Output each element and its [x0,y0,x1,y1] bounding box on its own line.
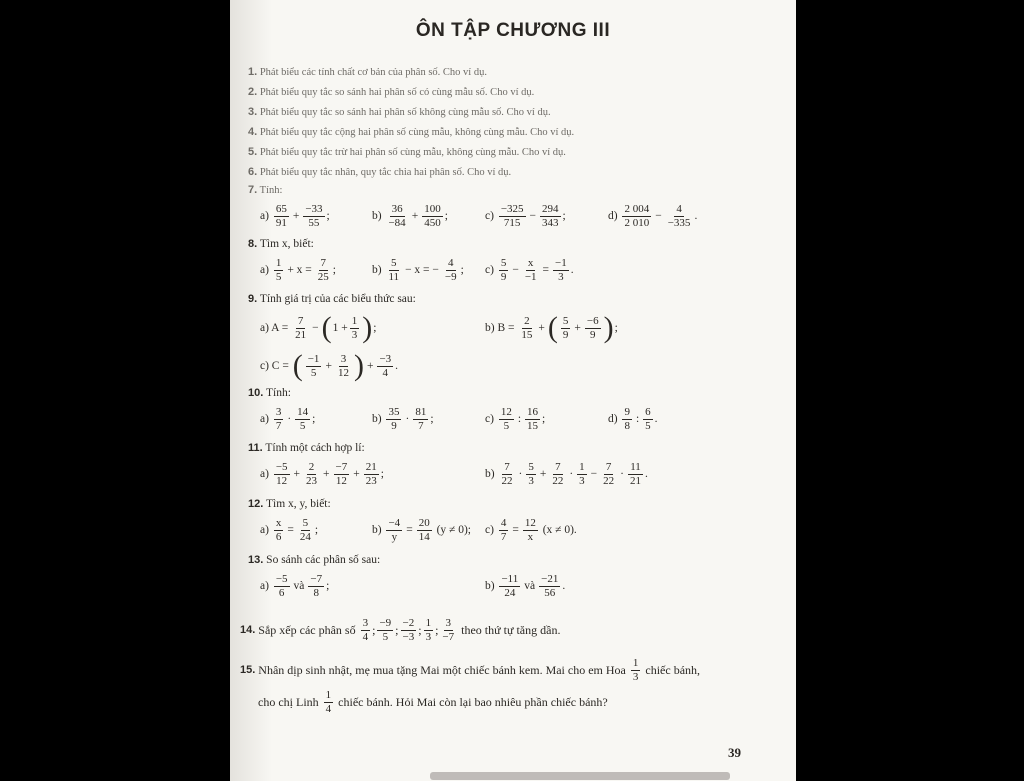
question-1: 1. Phát biểu các tính chất cơ bản của phân số. Cho ví dụ. [248,66,487,78]
q12-b: b) $\frac{-4}{y}$ = $\frac{20}{14}$ (y ≠ 0); [372,516,471,543]
q10-c: c) $\frac{12}{5}$ : $\frac{16}{15}$ ; [485,405,546,432]
question-7: 7. Tính: [248,184,283,196]
q9-c-row [260,346,790,386]
question-11: 11. Tính một cách hợp lí: [248,442,365,454]
q12-c: c) $\frac{4}{7}$ = $\frac{12}{x}$ (x ≠ 0). [485,516,577,543]
q11-a: a) $\frac{-5}{12}$ + $\frac{2}{23}$ + $\frac{-7}{12}$ + $\frac{21}{23}$ ; [260,460,384,487]
q9-ab [260,308,790,348]
page-title: ÔN TẬP CHƯƠNG III [415,20,611,41]
question-10: 10. Tính: [248,387,291,399]
question-9: 9. Tính giá trị của các biểu thức sau: [248,293,416,305]
q8-a: a) $\frac{1}{5}$ + x = $\frac{7}{25}$ ; [260,256,336,283]
q12-a: a) $\frac{x}{6}$ = $\frac{5}{24}$ ; [260,516,319,543]
q11-items [260,456,790,492]
q10-items [260,401,790,437]
q9-b: b) B = $\frac{2}{15}$ + ( $\frac{5}{9}$ + $\frac{-6}{9}$ ) ; [485,311,618,344]
q7-b: b) $\frac{36}{-84}$ + $\frac{100}{450}$ ; [372,202,448,229]
q13-items [260,568,790,604]
q13-b: b) $\frac{-11}{24}$ và $\frac{-21}{56}$ . [485,572,566,599]
q7-d: d) $\frac{2 004}{2 010}$ − $\frac{4}{-335}$ . [608,202,698,229]
page-bottom-edge [430,772,730,780]
page-number: 39 [728,745,741,760]
q10-a: a) $\frac{3}{7}$ · $\frac{14}{5}$ ; [260,405,316,432]
question-5: 5. Phát biểu quy tắc trừ hai phân số cùng mẫu, không cùng mẫu. Cho ví dụ. [248,146,566,158]
q7-a: a) $\frac{65}{91}$ + $\frac{-33}{55}$ ; [260,202,330,229]
q9-a: a) A = $\frac{7}{21}$ − ( 1 + $\frac{1}{3}$ ) ; [260,311,377,344]
q10-d: d) $\frac{9}{8}$ : $\frac{6}{5}$ . [608,405,658,432]
q11-b: b) $\frac{7}{22}$ · $\frac{5}{3}$ + $\frac{7}{22}$ · $\frac{1}{3}$ − $\frac{7}{22}$ · $\frac{11}{21}$ . [485,460,648,487]
question-3: 3. Phát biểu quy tắc so sánh hai phân số không cùng mẫu số. Cho ví dụ. [248,106,551,118]
question-8: 8. Tìm x, biết: [248,238,314,250]
question-12: 12. Tìm x, y, biết: [248,498,331,510]
q8-items [260,252,790,288]
question-15-line2: cho chị Linh $\frac{1}{4}$ chiếc bánh. Hỏi Mai còn lại bao nhiêu phần chiếc bánh? [258,688,608,715]
question-15-line1: 15. Nhân dịp sinh nhật, mẹ mua tặng Mai một chiếc bánh kem. Mai cho em Hoa $\frac{1}{3}$ chiếc bánh, [240,656,701,683]
q8-c: c) $\frac{5}{9}$ − $\frac{x}{-1}$ = $\frac{-1}{3}$ . [485,256,574,283]
q9-c: c) C = ( $\frac{-1}{5}$ + $\frac{3}{12}$ ) + $\frac{-3}{4}$ . [260,349,399,382]
q13-a: a) $\frac{-5}{6}$ và $\frac{-7}{8}$ ; [260,572,330,599]
question-14: 14. Sắp xếp các phân số $\frac{3}{4}$ ; $\frac{-9}{5}$ ; $\frac{-2}{-3}$ ; $\frac{1}{3}$ ; $\frac{3}{-7}$ theo thứ tự tăng dần. [240,616,561,643]
q8-b: b) $\frac{5}{11}$ − x = − $\frac{4}{-9}$ ; [372,256,464,283]
question-6: 6. Phát biểu quy tắc nhân, quy tắc chia hai phân số. Cho ví dụ. [248,166,512,178]
q12-items [260,512,790,548]
textbook-page [230,0,796,781]
question-13: 13. So sánh các phân số sau: [248,554,381,566]
q7-c: c) $\frac{-325}{715}$ − $\frac{294}{343}$ ; [485,202,566,229]
q7-items [260,198,790,234]
question-4: 4. Phát biểu quy tắc cộng hai phân số cùng mẫu, không cùng mẫu. Cho ví dụ. [248,126,575,138]
q10-b: b) $\frac{35}{9}$ · $\frac{81}{7}$ ; [372,405,434,432]
question-2: 2. Phát biểu quy tắc so sánh hai phân số có cùng mẫu số. Cho ví dụ. [248,86,535,98]
